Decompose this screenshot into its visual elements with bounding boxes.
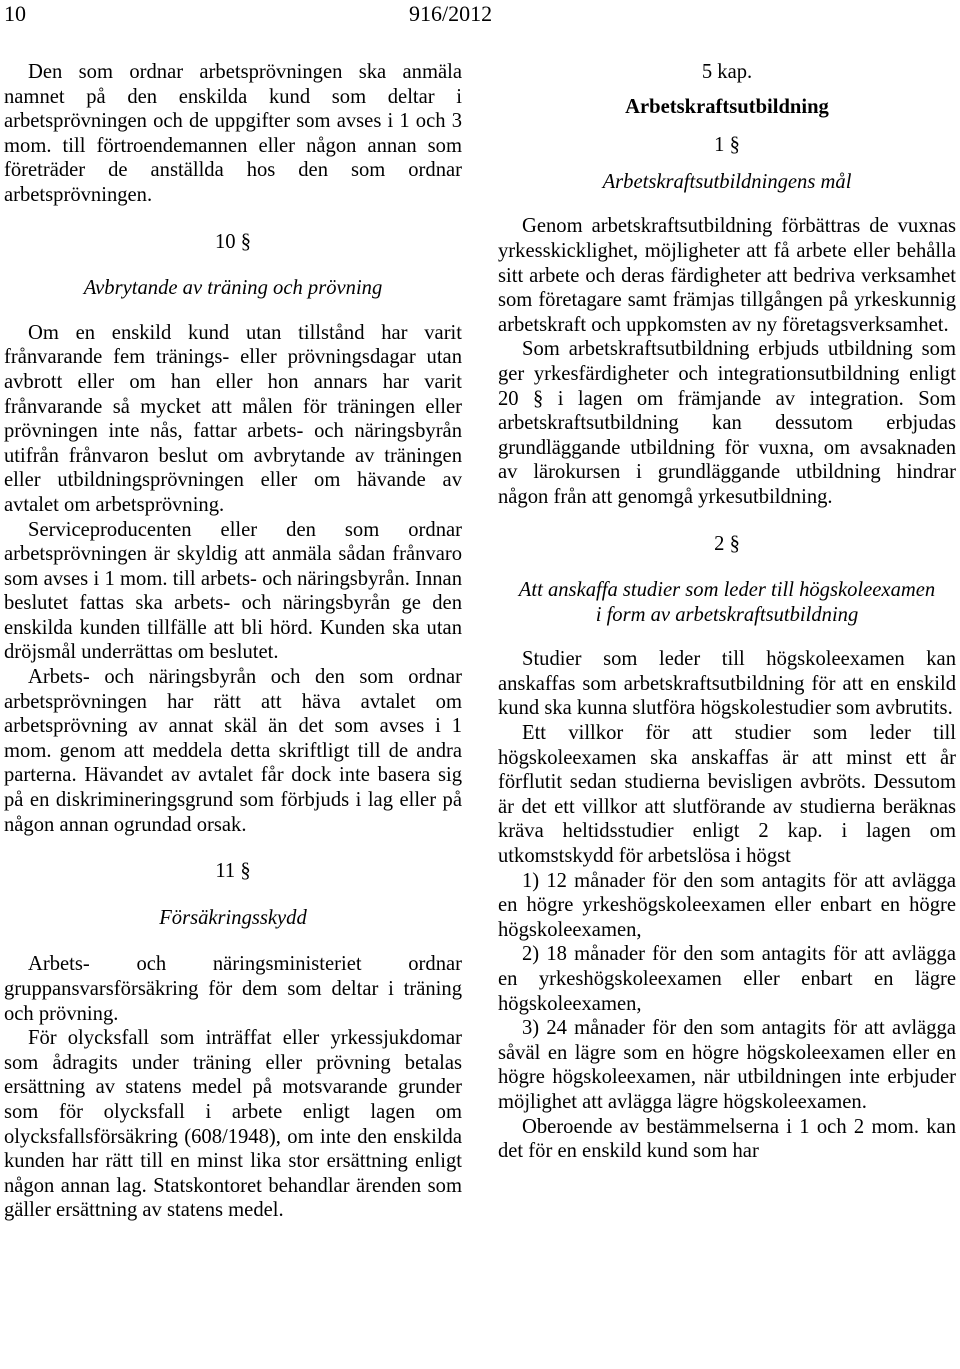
list-item: 2) 18 månader för den som antagits för att avlägga en yrkeshögskoleexamen eller enbart en lägre högskoleexamen, [498, 943, 956, 1015]
section-11-paragraph-2: För olycksfall som inträffat eller yrkessjukdomar som ådragits under träning eller prövning betalas ersättning av statens medel på motsvarande grunder som för olycksfall i arbete enligt lagen om olycksfallsförsäkring (608/1948), om inte den enskilda kunden har rätt till en minst lika stor ersättning enligt någon annan lag. Statskontoret behandlar ärenden som gäller ersättning av statens medel. [4, 1027, 462, 1222]
right-column [498, 60, 956, 1164]
section-10-title: Avbrytande av träning och prövning [83, 277, 383, 300]
list-item: 1) 12 månader för den som antagits för att avlägga en högre yrkeshögskoleexamen eller enbart en högre högskoleexamen, [498, 869, 956, 941]
section-11-paragraph-1: Arbets- och näringsministeriet ordnar gruppansvarsförsäkring för dem som deltar i träning och prövning. [4, 953, 462, 1025]
section-2-paragraph-1: Studier som leder till högskoleexamen kan anskaffas som arbetskraftsutbildning för att en enskild kund ska kunna slutföra högskolestudier som avbrutits. [498, 648, 956, 720]
intro-paragraph: Den som ordnar arbetsprövningen ska anmäla namnet på den enskilda kund som deltar i arbetsprövningen och de uppgifter som avses i 1 och 3 mom. till förtroendemannen eller någon annan som företräder de anställda hos den som ordnar arbetsprövningen. [4, 61, 462, 206]
section-1-title: Arbetskraftsutbildningens mål [602, 170, 852, 193]
section-10-paragraph-3: Arbets- och näringsbyrån och den som ordnar arbetsprövningen har rätt att häva avtalet om arbetsprövning av annat skäl än det som avses i 1 mom. genom att meddela detta skriftligt till de andra parterna. Hävandet av avtalet får dock inte basera sig på en diskrimineringsgrund som förbjuds i lag eller på någon annan ogrundad orsak. [4, 666, 462, 836]
section-10-paragraph-2: Serviceproducenten eller den som ordnar arbetsprövningen är skyldig att anmäla sådan frånvaro som avses i 1 mom. till arbets- och näringsbyrån. Innan beslutet fattas ska arbets- och näringsbyrån ge den enskilda kunden tillfälle att bli hörd. Kunden ska utan dröjsmål underrättas om beslutet. [4, 518, 462, 664]
section-2-number: 2 § [714, 532, 740, 555]
left-column [4, 60, 462, 1223]
section-2-list [498, 869, 956, 1115]
page-number: 10 [4, 1, 26, 26]
section-1-number: 1 § [714, 134, 740, 157]
section-11-title: Försäkringsskydd [159, 906, 307, 929]
section-2-title: Att anskaffa studier som leder till högskoleexamen i form av arbetskraftsutbildning [518, 579, 936, 626]
list-item: 3) 24 månader för den som antagits för att avlägga såväl en lägre som en högre högskoleexamen eller en högre högskoleexamen, när utbildningen inte erbjuder möjlighet att avlägga lägre högskoleexamen. [498, 1017, 956, 1113]
section-10-paragraph-1: Om en enskild kund utan tillstånd har varit frånvarande fem tränings- eller prövningsdagar utan avbrott eller om han eller hon annars har varit frånvarande så mycket att målen för träningen eller prövningen inte nås, fattar arbets- och näringsbyrån utifrån frånvaron beslut om avbrytande av träningen eller utbildningsprövningen eller om hävande av avtalet om arbetsprövning. [4, 321, 462, 516]
section-2-paragraph-2: Ett villkor för att studier som leder till högskoleexamen ska anskaffas är att minst ett år förflutit sedan studierna bevisligen avbröts. Dessutom är det ett villkor att slutförande av studierna beräknas kräva heltidsstudier enligt 2 kap. i lagen om utkomstskydd för arbetslösa i högst [498, 722, 956, 868]
section-10-number: 10 § [214, 230, 252, 253]
chapter-number: 5 kap. [701, 61, 753, 83]
section-11-number: 11 § [215, 860, 251, 883]
section-1-paragraph-2: Som arbetskraftsutbildning erbjuds utbildning som ger yrkesfärdigheter och integrationsutbildning enligt 20 § i lagen om främjande av integration. Som arbetskraftsutbildning kan dessutom erbjudas grundläggande utbildning för vuxna, om avsaknaden av lärokursen i grundläggande utbildning hindrar någon från att genomgå yrkesutbildning. [498, 338, 956, 508]
chapter-title: Arbetskraftsutbildning [625, 95, 829, 118]
page-header [0, 0, 960, 28]
section-2-paragraph-3: Oberoende av bestämmelserna i 1 och 2 mom. kan det för en enskild kund som har [498, 1115, 956, 1163]
section-1-paragraph-1: Genom arbetskraftsutbildning förbättras de vuxnas yrkesskicklighet, möjligheter att få arbete eller behålla sitt arbete och deras färdigheter att bedriva verksamhet som företagare samt främjas tillgången på yrkeskunnig arbetskraft och uppkomsten av ny företagsverksamhet. [498, 215, 956, 336]
issue-number: 916/2012 [409, 1, 493, 26]
